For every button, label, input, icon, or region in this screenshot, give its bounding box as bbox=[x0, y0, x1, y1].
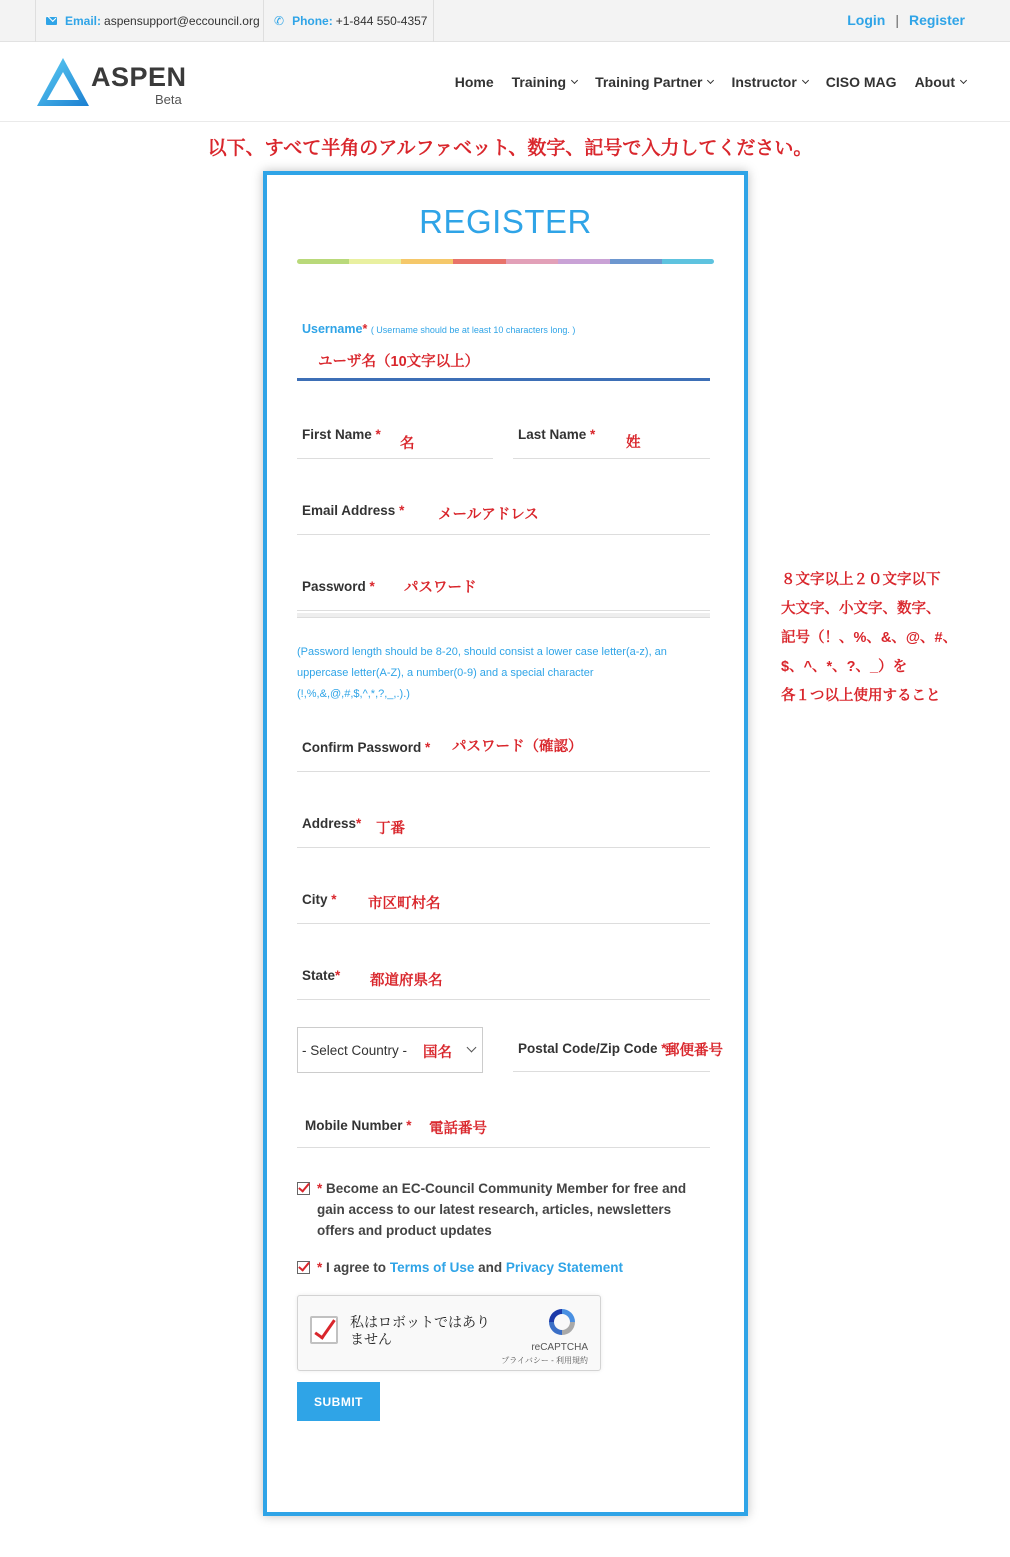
address-label-text: Address bbox=[302, 816, 357, 831]
password-annotation: パスワード bbox=[404, 580, 477, 596]
country-annotation: 国名 bbox=[423, 1045, 452, 1061]
password-rule-line: 各１つ以上使用すること bbox=[781, 688, 941, 704]
country-select[interactable] bbox=[297, 1027, 483, 1073]
chevron-down-icon bbox=[960, 77, 967, 84]
rainbow-segment bbox=[610, 259, 662, 264]
required-mark: * bbox=[331, 892, 337, 907]
nav-about[interactable] bbox=[915, 74, 966, 90]
confirm-password-field[interactable] bbox=[297, 728, 710, 772]
field-underline bbox=[297, 458, 493, 459]
recaptcha-widget bbox=[297, 1295, 601, 1371]
confirm-password-annotation: パスワード（確認） bbox=[452, 739, 583, 755]
confirm-password-label bbox=[302, 740, 430, 755]
chevron-down-icon bbox=[707, 77, 714, 84]
address-annotation: 丁番 bbox=[376, 821, 405, 837]
register-card bbox=[263, 171, 748, 1516]
nav-home[interactable] bbox=[455, 74, 494, 90]
agree-prefix: I agree to bbox=[326, 1260, 387, 1275]
email-annotation: メールアドレス bbox=[438, 507, 539, 523]
register-link[interactable]: Register bbox=[908, 12, 965, 28]
email-label-text: Email Address bbox=[302, 503, 396, 518]
state-label bbox=[302, 968, 340, 983]
city-label-text: City bbox=[302, 892, 328, 907]
username-hint: ( Username should be at least 10 characters long. ) bbox=[370, 325, 576, 335]
nav-instructor-label: Instructor bbox=[731, 74, 797, 90]
logo-name: ASPEN bbox=[91, 62, 187, 92]
recaptcha-logo-icon bbox=[546, 1306, 578, 1338]
required-mark: * bbox=[317, 1181, 323, 1196]
nav-training-label: Training bbox=[511, 74, 567, 90]
nav-ciso-mag-label: CISO MAG bbox=[825, 74, 897, 90]
rainbow-segment bbox=[558, 259, 610, 264]
envelope-icon bbox=[46, 17, 57, 25]
field-underline bbox=[513, 1071, 710, 1072]
phone-icon: ✆ bbox=[274, 14, 285, 28]
triangle-logo-icon bbox=[35, 56, 91, 108]
recaptcha-checkbox[interactable] bbox=[310, 1316, 338, 1344]
field-underline bbox=[297, 771, 710, 772]
city-annotation: 市区町村名 bbox=[368, 896, 441, 912]
first-name-label-text: First Name bbox=[302, 427, 372, 442]
login-link[interactable]: Login bbox=[847, 12, 886, 28]
logo-beta: Beta bbox=[155, 92, 182, 107]
username-label bbox=[302, 322, 575, 336]
state-label-text: State bbox=[302, 968, 336, 983]
recaptcha-brand: reCAPTCHA bbox=[531, 1342, 588, 1353]
site-header bbox=[0, 42, 1010, 122]
nav-instructor[interactable] bbox=[731, 74, 807, 90]
mobile-label-text: Mobile Number bbox=[305, 1118, 403, 1133]
field-underline bbox=[297, 847, 710, 848]
community-text: Become an EC-Council Community Member for free and gain access to our latest research, articles, newsletters offers and product updates bbox=[317, 1181, 687, 1238]
first-name-annotation: 名 bbox=[400, 436, 415, 452]
password-rule-line: ８文字以上２０文字以下 bbox=[781, 572, 941, 588]
phone-value[interactable]: +1-844 550-4357 bbox=[335, 14, 428, 28]
auth-separator: | bbox=[895, 12, 899, 28]
rainbow-segment bbox=[662, 259, 714, 264]
postal-code-label-text: Postal Code/Zip Code bbox=[518, 1041, 658, 1056]
phone-label: Phone: bbox=[292, 14, 333, 28]
first-name-field[interactable] bbox=[297, 415, 493, 459]
password-rule-line: $、^、*、?、_）を bbox=[781, 659, 908, 675]
terms-link[interactable]: Terms of Use bbox=[389, 1260, 475, 1275]
aspen-logo[interactable] bbox=[35, 56, 195, 108]
chevron-down-icon bbox=[802, 77, 809, 84]
required-mark: * bbox=[356, 816, 362, 831]
password-label-text: Password bbox=[302, 579, 366, 594]
rainbow-segment bbox=[349, 259, 401, 264]
community-checkbox[interactable] bbox=[297, 1182, 310, 1195]
last-name-label bbox=[518, 427, 595, 442]
required-mark: * bbox=[425, 740, 431, 755]
last-name-field[interactable] bbox=[513, 415, 710, 459]
state-field[interactable] bbox=[297, 956, 710, 1000]
rainbow-segment bbox=[297, 259, 349, 264]
last-name-label-text: Last Name bbox=[518, 427, 587, 442]
username-underline bbox=[297, 378, 710, 381]
main-nav bbox=[455, 42, 966, 122]
recaptcha-links[interactable]: プライバシー - 利用規約 bbox=[501, 1356, 588, 1365]
rainbow-segment bbox=[506, 259, 558, 264]
email-value[interactable]: aspensupport@eccouncil.org bbox=[104, 14, 260, 28]
password-rules-annotation bbox=[781, 566, 957, 711]
username-label-text: Username bbox=[302, 322, 363, 336]
field-underline bbox=[297, 999, 710, 1000]
required-mark: * bbox=[375, 427, 381, 442]
rainbow-segment bbox=[453, 259, 505, 264]
rainbow-segment bbox=[401, 259, 453, 264]
agree-and: and bbox=[478, 1260, 503, 1275]
email-field[interactable] bbox=[297, 491, 710, 535]
required-mark: * bbox=[335, 968, 341, 983]
top-annotation: 以下、すべて半角のアルファベット、数字、記号で入力してください。 bbox=[207, 138, 813, 159]
required-mark: * bbox=[406, 1118, 412, 1133]
password-rule-line: 記号（！、%、&、@、#、 bbox=[781, 630, 958, 646]
password-rule-line: 大文字、小文字、数字、 bbox=[781, 601, 941, 617]
email-label: Email: bbox=[65, 14, 102, 28]
password-label bbox=[302, 579, 375, 594]
city-label bbox=[302, 892, 337, 907]
mobile-annotation: 電話番号 bbox=[429, 1121, 487, 1137]
nav-home-label: Home bbox=[454, 74, 494, 90]
auth-links bbox=[847, 12, 965, 28]
last-name-annotation: 姓 bbox=[626, 435, 641, 451]
required-mark: * bbox=[661, 1041, 667, 1056]
postal-code-label bbox=[518, 1041, 667, 1056]
top-bar bbox=[0, 0, 1010, 42]
field-underline bbox=[297, 923, 710, 924]
submit-button[interactable]: SUBMIT bbox=[297, 1382, 380, 1421]
field-underline bbox=[297, 610, 710, 611]
form-title: REGISTER bbox=[419, 203, 592, 240]
email-label bbox=[302, 503, 404, 518]
password-strength-bar bbox=[297, 613, 710, 618]
required-mark: * bbox=[590, 427, 596, 442]
first-name-label bbox=[302, 427, 381, 442]
topbar-email bbox=[35, 0, 264, 42]
field-underline bbox=[297, 1147, 710, 1148]
required-mark: * bbox=[317, 1260, 323, 1275]
chevron-down-icon bbox=[467, 1043, 477, 1053]
postal-code-field[interactable] bbox=[513, 1027, 723, 1072]
postal-code-annotation: 郵便番号 bbox=[665, 1043, 723, 1059]
password-help-text: (Password length should be 8-20, should consist a lower case letter(a-z), an uppercase letter(A-Z), a number(0-9) and a special character (!,%,&,@,#,$,^,*,?,_,.).) bbox=[297, 646, 667, 700]
community-checkbox-label bbox=[317, 1178, 712, 1241]
field-underline bbox=[513, 458, 710, 459]
nav-ciso-mag[interactable] bbox=[826, 74, 897, 90]
field-underline bbox=[297, 534, 710, 535]
password-field[interactable] bbox=[297, 567, 710, 611]
nav-about-label: About bbox=[914, 74, 955, 90]
city-field[interactable] bbox=[297, 880, 710, 924]
required-mark: * bbox=[369, 579, 375, 594]
address-field[interactable] bbox=[297, 804, 710, 848]
confirm-password-label-text: Confirm Password bbox=[302, 740, 422, 755]
required-mark: * bbox=[362, 322, 368, 336]
topbar-phone bbox=[263, 0, 434, 42]
state-annotation: 都道府県名 bbox=[370, 973, 443, 989]
nav-training-partner-label: Training Partner bbox=[595, 74, 703, 90]
agree-checkbox[interactable] bbox=[297, 1261, 310, 1274]
recaptcha-label: 私はロボットではありません bbox=[350, 1314, 490, 1347]
agree-checkbox-label bbox=[317, 1257, 712, 1278]
rainbow-divider bbox=[297, 259, 714, 264]
nav-training[interactable] bbox=[512, 74, 577, 90]
chevron-down-icon bbox=[571, 77, 578, 84]
nav-training-partner[interactable] bbox=[595, 74, 713, 90]
mobile-field[interactable] bbox=[297, 1104, 710, 1148]
privacy-link[interactable]: Privacy Statement bbox=[505, 1260, 623, 1275]
address-label bbox=[302, 816, 361, 831]
required-mark: * bbox=[399, 503, 405, 518]
username-field[interactable]: ユーザ名（10文字以上） bbox=[318, 354, 480, 370]
country-select-value: - Select Country - bbox=[302, 1043, 408, 1058]
mobile-label bbox=[305, 1118, 412, 1133]
